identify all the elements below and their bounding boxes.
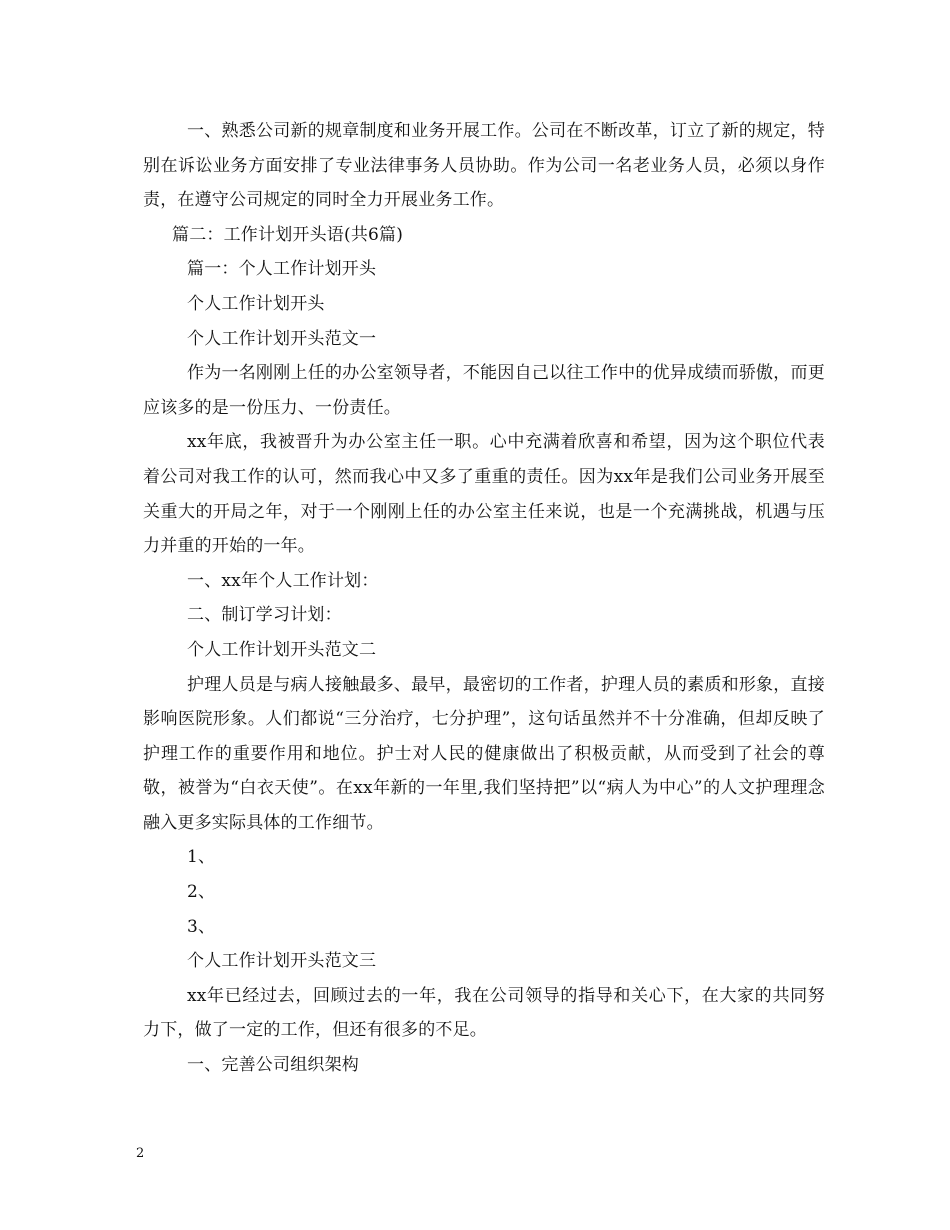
- section-heading-part-two: 篇二：工作计划开头语(共6篇): [172, 224, 404, 245]
- list-item-three: 3、: [187, 916, 216, 937]
- paragraph-promotion: xx年底，我被晋升为办公室主任一职。心中充满着欣喜和希望，因为这个职位代表着公司对我工作的认可，然而我心中又多了重重的责任。因为xx年是我们公司业务开展至关重大的开局之年，对于一个刚刚上任的办公室主任来说，也是一个充满挑战，机遇与压力并重的开始的一年。: [143, 432, 825, 557]
- list-item-annual-plan: 一、xx年个人工作计划：: [187, 570, 379, 591]
- list-item-study-plan: 二、制订学习计划：: [187, 605, 342, 626]
- subheading-example-two: 个人工作计划开头范文二: [187, 639, 377, 660]
- list-item-two: 2、: [187, 882, 216, 903]
- paragraph-familiarize-regulations: 一、熟悉公司新的规章制度和业务开展工作。公司在不断改革，订立了新的规定，特别在诉讼业务方面安排了专业法律事务人员协助。作为公司一名老业务人员，必须以身作责，在遵守公司规定的同时全力开展业务工作。: [143, 121, 825, 211]
- subheading-example-one: 个人工作计划开头范文一: [187, 328, 377, 349]
- list-item-organization-structure: 一、完善公司组织架构: [187, 1055, 359, 1076]
- page-number: 2: [136, 1146, 145, 1161]
- subheading-part-one: 篇一：个人工作计划开头: [187, 259, 377, 280]
- subheading-personal-plan: 个人工作计划开头: [187, 293, 325, 314]
- subheading-example-three: 个人工作计划开头范文三: [187, 951, 377, 972]
- paragraph-nursing-staff: 护理人员是与病人接触最多、最早，最密切的工作者，护理人员的素质和形象，直接影响医院形象。人们都说“三分治疗，七分护理”，这句话虽然并不十分准确，但却反映了护理工作的重要作用和地位。护士对人民的健康做出了积极贡献，从而受到了社会的尊敬，被誉为“白衣天使”。在xx年新的一年里,我们坚持把”以“病人为中心”的人文护理理念融入更多实际具体的工作细节。: [143, 674, 825, 833]
- document-body: [143, 114, 825, 1083]
- list-item-one: 1、: [187, 847, 216, 868]
- paragraph-year-review: xx年已经过去，回顾过去的一年，我在公司领导的指导和关心下，在大家的共同努力下，做了一定的工作，但还有很多的不足。: [143, 985, 825, 1041]
- paragraph-new-office-leader: 作为一名刚刚上任的办公室领导者，不能因自己以往工作中的优异成绩而骄傲，而更应该多的是一份压力、一份责任。: [143, 363, 825, 418]
